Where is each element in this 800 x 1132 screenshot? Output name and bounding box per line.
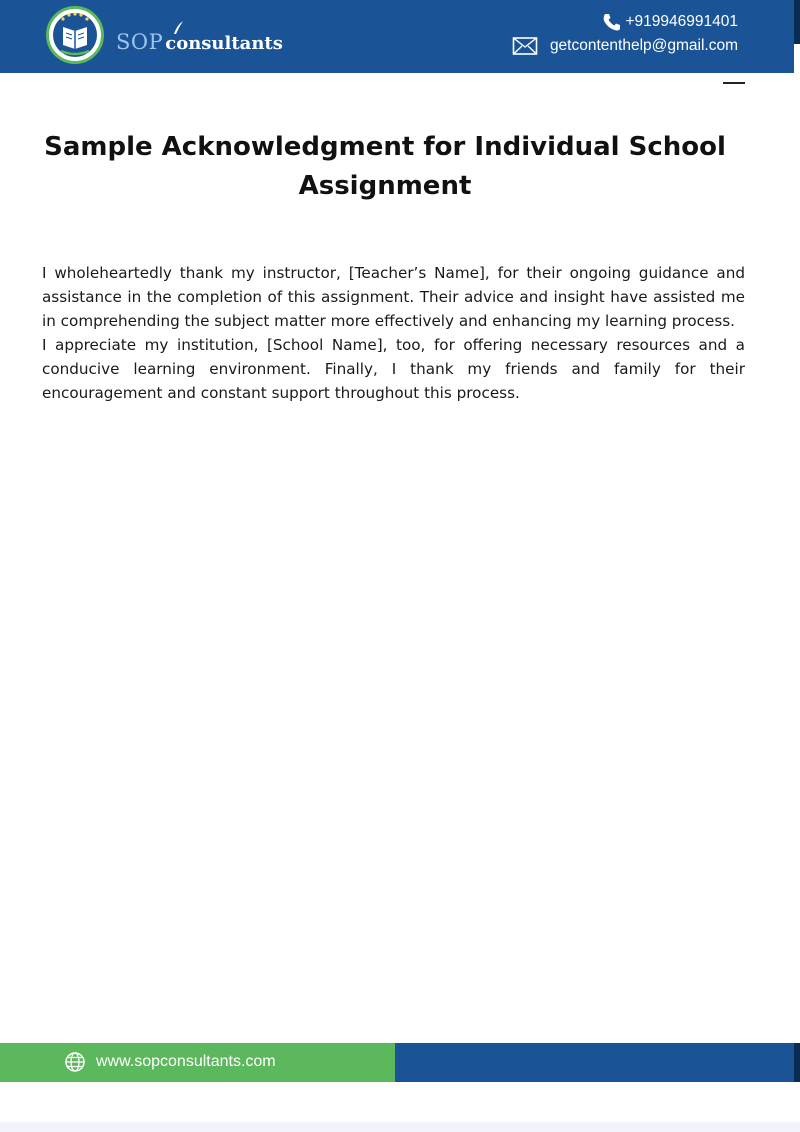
- document-title: Sample Acknowledgment for Individual School Assignment: [44, 132, 726, 201]
- header-edge-accent: [794, 0, 800, 44]
- phone-contact[interactable]: [601, 12, 739, 32]
- brand-part-sop: SOP: [116, 30, 164, 54]
- document-body: [42, 261, 745, 405]
- globe-icon: [64, 1051, 86, 1073]
- email-address: getcontenthelp@gmail.com: [549, 37, 738, 54]
- brand-logotype: [116, 30, 283, 60]
- phone-icon: [601, 12, 623, 32]
- mail-icon: [512, 36, 538, 56]
- logo-book-icon: [49, 9, 101, 61]
- footer-edge-accent: [794, 1043, 800, 1082]
- footer-blue-band: [395, 1043, 794, 1082]
- brand-part-consultants: consultants: [165, 33, 283, 54]
- logo-badge: [46, 6, 104, 64]
- header-divider-mark: [723, 82, 745, 84]
- phone-number: +919946991401: [625, 13, 738, 30]
- header-bar: [0, 0, 794, 73]
- paragraph-1: I wholeheartedly thank my instructor, [Teacher’s Name], for their ongoing guidance and assistance in the completion of this assignment. Their advice and insight have assisted me in comprehending the subject matter more effectively and enhancing my learning process.: [42, 264, 745, 330]
- website-link[interactable]: [64, 1051, 276, 1073]
- paragraph-2: I appreciate my institution, [School Name], too, for offering necessary resources and a conducive learning environment. Finally, I thank my friends and family for their encouragement and constant support throughout this process.: [42, 336, 745, 402]
- quill-icon: [171, 20, 185, 38]
- email-contact[interactable]: [512, 36, 738, 56]
- page-separator: [0, 1122, 800, 1132]
- website-url: www.sopconsultants.com: [96, 1053, 276, 1070]
